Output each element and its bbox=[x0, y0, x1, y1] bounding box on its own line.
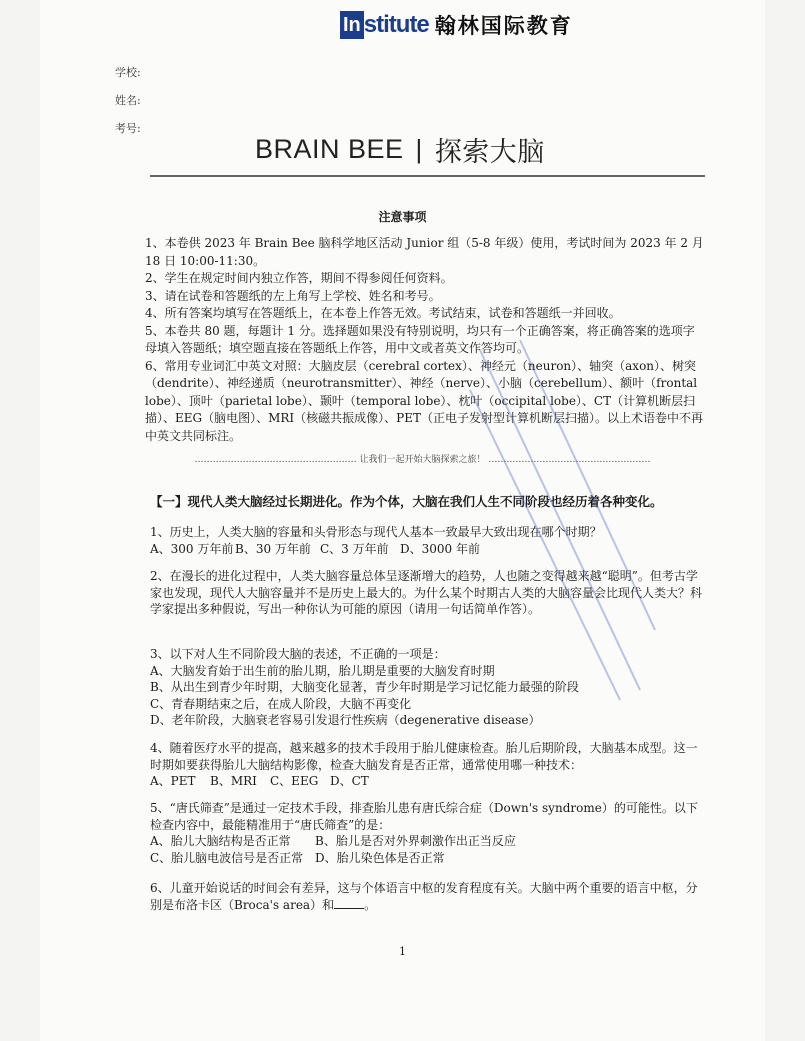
logo-cn: 翰林国际教育 bbox=[434, 13, 573, 38]
notice-list bbox=[145, 235, 705, 445]
options-row bbox=[150, 773, 706, 790]
question-stem: 2、在漫长的进化过程中，人类大脑容量总体呈逐渐增大的趋势，人也随之变得越来越“聪明”。但考古学家也发现，现代人大脑容量并不是历史上最大的。为什么某个时期古人类的大脑容量会比现代人类大？科学家提出多种假说，写出一种你认为可能的原因（请用一句话简单作答）。 bbox=[150, 569, 703, 616]
page-number: 1 bbox=[399, 945, 406, 958]
question-3 bbox=[150, 646, 706, 729]
notice-item: 5、本卷共 80 题，每题计 1 分。选择题如果没有特别说明，均只有一个正确答案，将正确答案的选项字母填入答题纸；填空题直接在答题纸上作答，用中文或者英文作答均可。 bbox=[145, 323, 695, 355]
question-stem-end: 。 bbox=[364, 897, 377, 912]
option: C、3 万年前 bbox=[320, 541, 389, 556]
question-stem: 4、随着医疗水平的提高，越来越多的技术手段用于胎儿健康检查。胎儿后期阶段，大脑基本成型。这一时期如要获得胎儿大脑结构影像，检查大脑发育是否正常，通常使用哪一种技术： bbox=[150, 741, 698, 772]
title-en: BRAIN BEE bbox=[255, 134, 404, 164]
option: A、PET bbox=[150, 774, 196, 788]
section-heading: 【一】现代人类大脑经过长期进化。作为个体，大脑在我们人生不同阶段也经历着各种变化。 bbox=[150, 494, 663, 509]
logo-box: In bbox=[340, 11, 364, 39]
start-divider: ……………………………………………… 让我们一起开始大脑探索之旅！ ……………………………………………… bbox=[194, 455, 651, 465]
title-cn: 探索大脑 bbox=[434, 137, 545, 168]
question-stem: 5、“唐氏筛查”是通过一定技术手段，排查胎儿患有唐氏综合症（Down's syndrome）的可能性。以下检查内容中，最能精准用于“唐氏筛查”的是： bbox=[150, 801, 698, 832]
option: D、3000 年前 bbox=[400, 541, 480, 556]
notice-heading: 注意事项 bbox=[378, 210, 427, 224]
question-4 bbox=[150, 740, 706, 790]
notice-item: 6、常用专业词汇中英文对照：大脑皮层（cerebral cortex）、神经元（neuron）、轴突（axon）、树突（dendrite）、神经递质（neurotransmitter）、神经（nerve）、小脑（cerebellum）、额叶（frontal lobe）、顶叶（parietal lobe）、颞叶（temporal lobe）、枕叶（occipital lobe）、CT（计算机断层扫描）、EEG（脑电图）、MRI（核磁共振成像）、PET（正电子发射型计算机断层扫描）。以上术语卷中不再中英文共同标注。 bbox=[145, 358, 704, 443]
title-separator: | bbox=[415, 134, 423, 164]
question-5 bbox=[150, 800, 706, 866]
question-stem: 3、以下对人生不同阶段大脑的表述，不正确的一项是： bbox=[150, 647, 446, 661]
option: A、300 万年前 bbox=[150, 541, 234, 556]
school-field: 学校: bbox=[115, 66, 141, 79]
option: B、从出生到青少年时期，大脑变化显著，青少年时期是学习记忆能力最强的阶段 bbox=[150, 680, 579, 694]
brand-logo bbox=[340, 8, 573, 42]
name-field: 姓名: bbox=[115, 94, 141, 107]
option: B、30 万年前 bbox=[235, 541, 311, 556]
option: D、老年阶段，大脑衰老容易引发退行性疾病（degenerative disease） bbox=[150, 713, 541, 727]
option: C、胎儿脑电波信号是否正常 bbox=[150, 850, 304, 865]
question-2 bbox=[150, 568, 706, 618]
option: C、青春期结束之后，在成人阶段，大脑不再变化 bbox=[150, 696, 412, 711]
question-stem-text: 6、儿童开始说话的时间会有差异，这与个体语言中枢的发育程度有关。大脑中两个重要的语言中枢，分别是布洛卡区（Broca's area）和 bbox=[150, 881, 698, 912]
notice-item: 3、请在试卷和答题纸的左上角写上学校、姓名和考号。 bbox=[145, 288, 441, 303]
option: D、CT bbox=[330, 774, 369, 788]
option: A、大脑发育始于出生前的胎儿期，胎儿期是重要的大脑发育时期 bbox=[150, 663, 495, 678]
notice-item: 2、学生在规定时间内独立作答，期间不得参阅任何资料。 bbox=[145, 271, 453, 285]
options-row bbox=[150, 850, 706, 867]
exam-page bbox=[40, 0, 765, 1041]
logo-word: stitute bbox=[363, 11, 429, 38]
option: A、胎儿大脑结构是否正常 bbox=[150, 834, 291, 848]
option: B、胎儿是否对外界刺激作出正当反应 bbox=[315, 834, 516, 848]
page-title bbox=[255, 130, 545, 169]
answer-blank bbox=[334, 908, 364, 909]
question-stem: 1、历史上，人类大脑的容量和头骨形态与现代人基本一致最早大致出现在哪个时期？ bbox=[150, 525, 602, 539]
question-6 bbox=[150, 880, 706, 913]
options-row bbox=[150, 541, 706, 558]
exam-number-field: 考号: bbox=[115, 122, 141, 135]
notice-item: 4、所有答案均填写在答题纸上，在本卷上作答无效。考试结束，试卷和答题纸一并回收。 bbox=[145, 306, 621, 320]
title-rule bbox=[150, 175, 705, 177]
question-1 bbox=[150, 524, 706, 557]
option: C、EEG bbox=[270, 774, 319, 788]
question-stem bbox=[150, 880, 706, 913]
options-row bbox=[150, 833, 706, 850]
option: B、MRI bbox=[210, 774, 257, 788]
option: D、胎儿染色体是否正常 bbox=[315, 850, 445, 865]
notice-item: 1、本卷供 2023 年 Brain Bee 脑科学地区活动 Junior 组（5-8 年级）使用，考试时间为 2023 年 2 月 18 日 10:00-11:30。 bbox=[145, 236, 704, 268]
